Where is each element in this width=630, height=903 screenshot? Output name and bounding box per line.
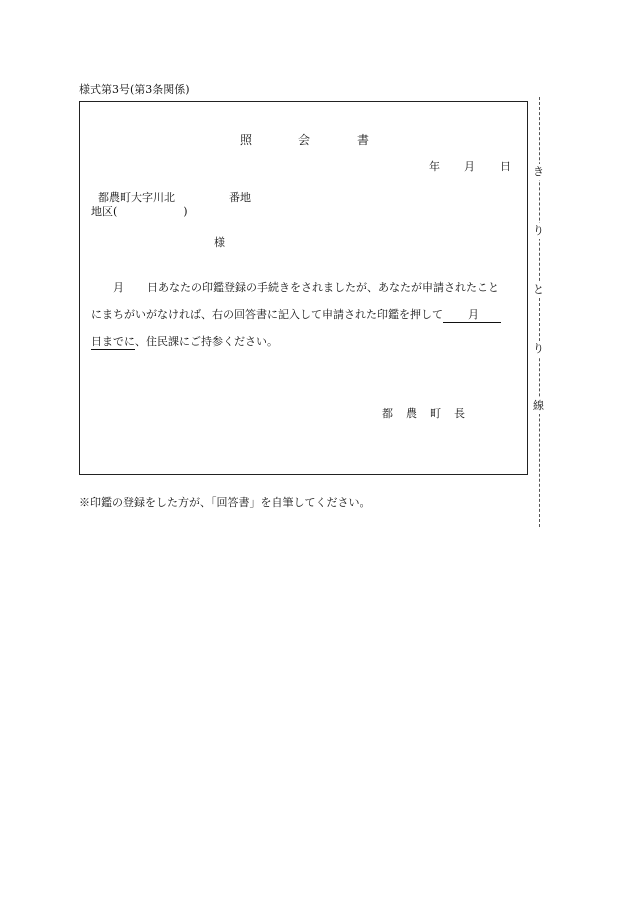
deadline-month-blank: 月 bbox=[443, 308, 501, 323]
form-number-label: 様式第3号(第3条関係) bbox=[79, 83, 190, 96]
signature-char-1: 都 bbox=[382, 407, 393, 420]
recipient-suffix: 様 bbox=[214, 236, 225, 249]
cut-line-char-4: り bbox=[533, 342, 544, 355]
title-char-3: 書 bbox=[357, 133, 370, 147]
title-char-1: 照 bbox=[240, 133, 253, 147]
title-char-2: 会 bbox=[298, 133, 311, 147]
body-line-1-text: 日あなたの印鑑登録の手続きをされましたが、あなたが申請されたこと bbox=[147, 281, 499, 294]
deadline-day-text: 日までに bbox=[91, 335, 135, 348]
signature-char-4: 長 bbox=[454, 407, 465, 420]
date-year-label: 年 bbox=[429, 160, 440, 173]
footer-note: ※印鑑の登録をした方が、「回答書」を自筆してください。 bbox=[79, 496, 371, 509]
body-line-2 bbox=[91, 306, 501, 322]
cut-line-char-5: 線 bbox=[533, 399, 544, 412]
date-day-label: 日 bbox=[500, 160, 511, 173]
address-banchi: 番地 bbox=[229, 191, 251, 204]
cut-line-char-2: り bbox=[533, 224, 544, 237]
body-line-3 bbox=[91, 333, 278, 349]
address-district: 地区( ) bbox=[91, 205, 188, 218]
body-line-3-text: 、住民課にご持参ください。 bbox=[135, 335, 278, 348]
signature-char-3: 町 bbox=[430, 407, 441, 420]
body-month-label: 月 bbox=[113, 281, 124, 294]
date-month-label: 月 bbox=[464, 160, 475, 173]
body-line-2-text: にまちがいがなければ、右の回答書に記入して申請された印鑑を押して bbox=[91, 308, 443, 321]
signature-char-2: 農 bbox=[406, 407, 417, 420]
cut-line-char-3: と bbox=[533, 283, 544, 296]
address-line: 都農町大字川北 bbox=[98, 191, 175, 204]
body-line-1 bbox=[91, 279, 499, 295]
inquiry-form-frame bbox=[79, 101, 528, 475]
cut-line-char-1: き bbox=[533, 165, 544, 178]
cut-line bbox=[539, 97, 540, 527]
